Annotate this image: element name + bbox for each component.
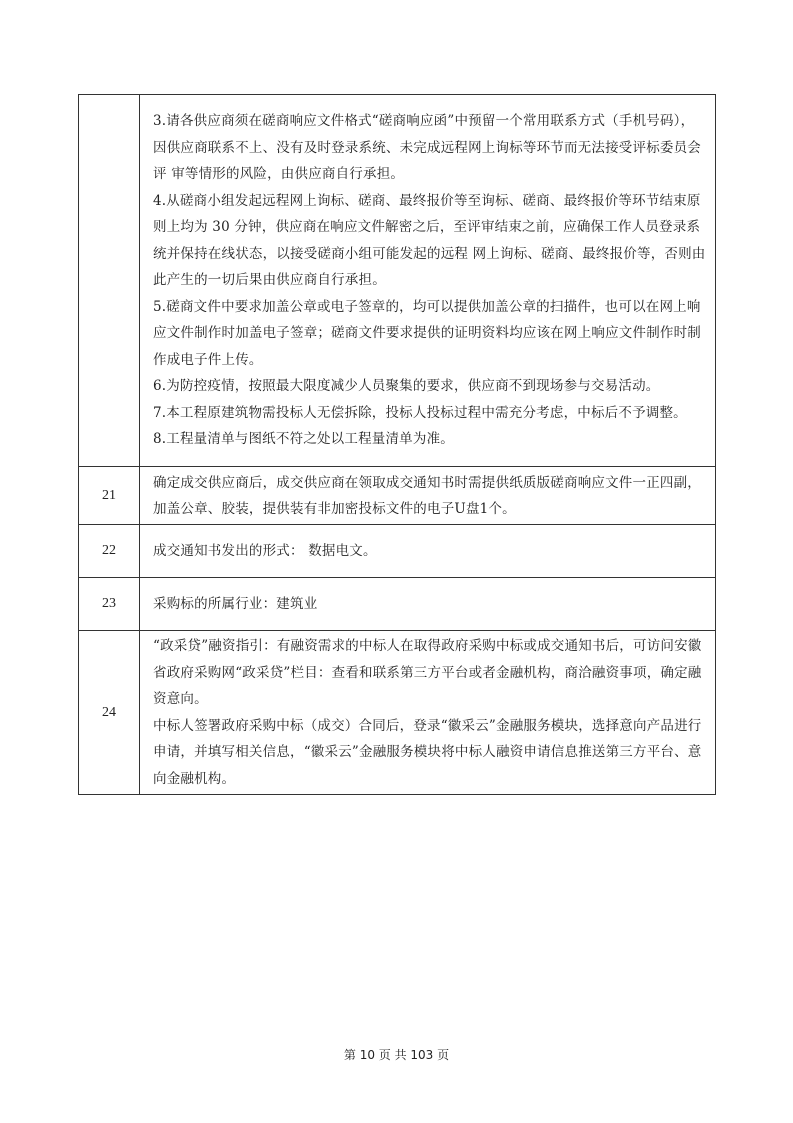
row-number-cell [79,95,140,467]
clause-paragraph: 3.请各供应商须在磋商响应文件格式“磋商响应函”中预留一个常用联系方式（手机号码），因供应商联系不上、没有及时登录系统、未完成远程网上询标等环节而无法接受评标委员会评 审等情形的风险，由供应商自行承担。 [153,113,701,183]
table-row [79,525,716,578]
page-number-footer: 第 10 页 共 103 页 [343,1048,450,1062]
row-number-cell: 23 [79,578,140,631]
clause-paragraph: 6.为防控疫情，按照最大限度减少人员聚集的要求，供应商不到现场参与交易活动。 [153,378,660,395]
clause-paragraph: 5.磋商文件中要求加盖公章或电子签章的，均可以提供加盖公章的扫描件，也可以在网上响应文件制作时加盖电子签章；磋商文件要求提供的证明资料均应该在网上响应文件制作时制作成电子件上传。 [153,298,701,368]
table-row-continuation [79,95,716,467]
row-number-cell: 24 [79,631,140,795]
row-content-cell [140,525,716,578]
requirements-table [78,94,716,795]
clause-paragraph: 确定成交供应商后，成交供应商在领取成交通知书时需提供纸质版磋商响应文件一正四副，加盖公章、胶装，提供装有非加密投标文件的电子U盘1个。 [153,474,701,517]
row-number-cell: 22 [79,525,140,578]
clause-paragraph: 7.本工程原建筑物需投标人无偿拆除，投标人投标过程中需充分考虑，中标后不予调整。 [153,404,687,421]
clause-paragraph: 8.工程量清单与图纸不符之处以工程量清单为准。 [153,431,454,448]
row-content-cell [140,631,716,795]
row-content-cell [140,578,716,631]
clause-paragraph: 采购标的所属行业：建筑业 [153,595,318,612]
row-content-cell [140,467,716,525]
clause-paragraph: 成交通知书发出的形式： 数据电文。 [153,542,377,559]
table-row [79,578,716,631]
table-row [79,631,716,795]
clause-paragraph: “政采贷”融资指引：有融资需求的中标人在取得政府采购中标或成交通知书后，可访问安徽省政府采购网“政采贷”栏目：查看和联系第三方平台或者金融机构，商洽融资事项，确定融资意向。 [153,638,702,707]
clause-paragraph: 4.从磋商小组发起远程网上询标、磋商、最终报价等至询标、磋商、最终报价等环节结束原则上均为 30 分钟，供应商在响应文件解密之后，至评审结束之前，应确保工作人员登录系统并保持在线状态，以接受磋商小组可能发起的远程 网上询标、磋商、最终报价等，否则由此产生的一切后果由供应商自行承担。 [153,192,706,289]
clause-paragraph: 中标人签署政府采购中标（成交）合同后，登录“徽采云”金融服务模块，选择意向产品进行申请，并填写相关信息，“徽采云”金融服务模块将中标人融资申请信息推送第三方平台、意向金融机构。 [153,717,702,787]
row-content-cell [140,95,716,467]
table-row [79,467,716,525]
row-number-cell: 21 [79,467,140,525]
